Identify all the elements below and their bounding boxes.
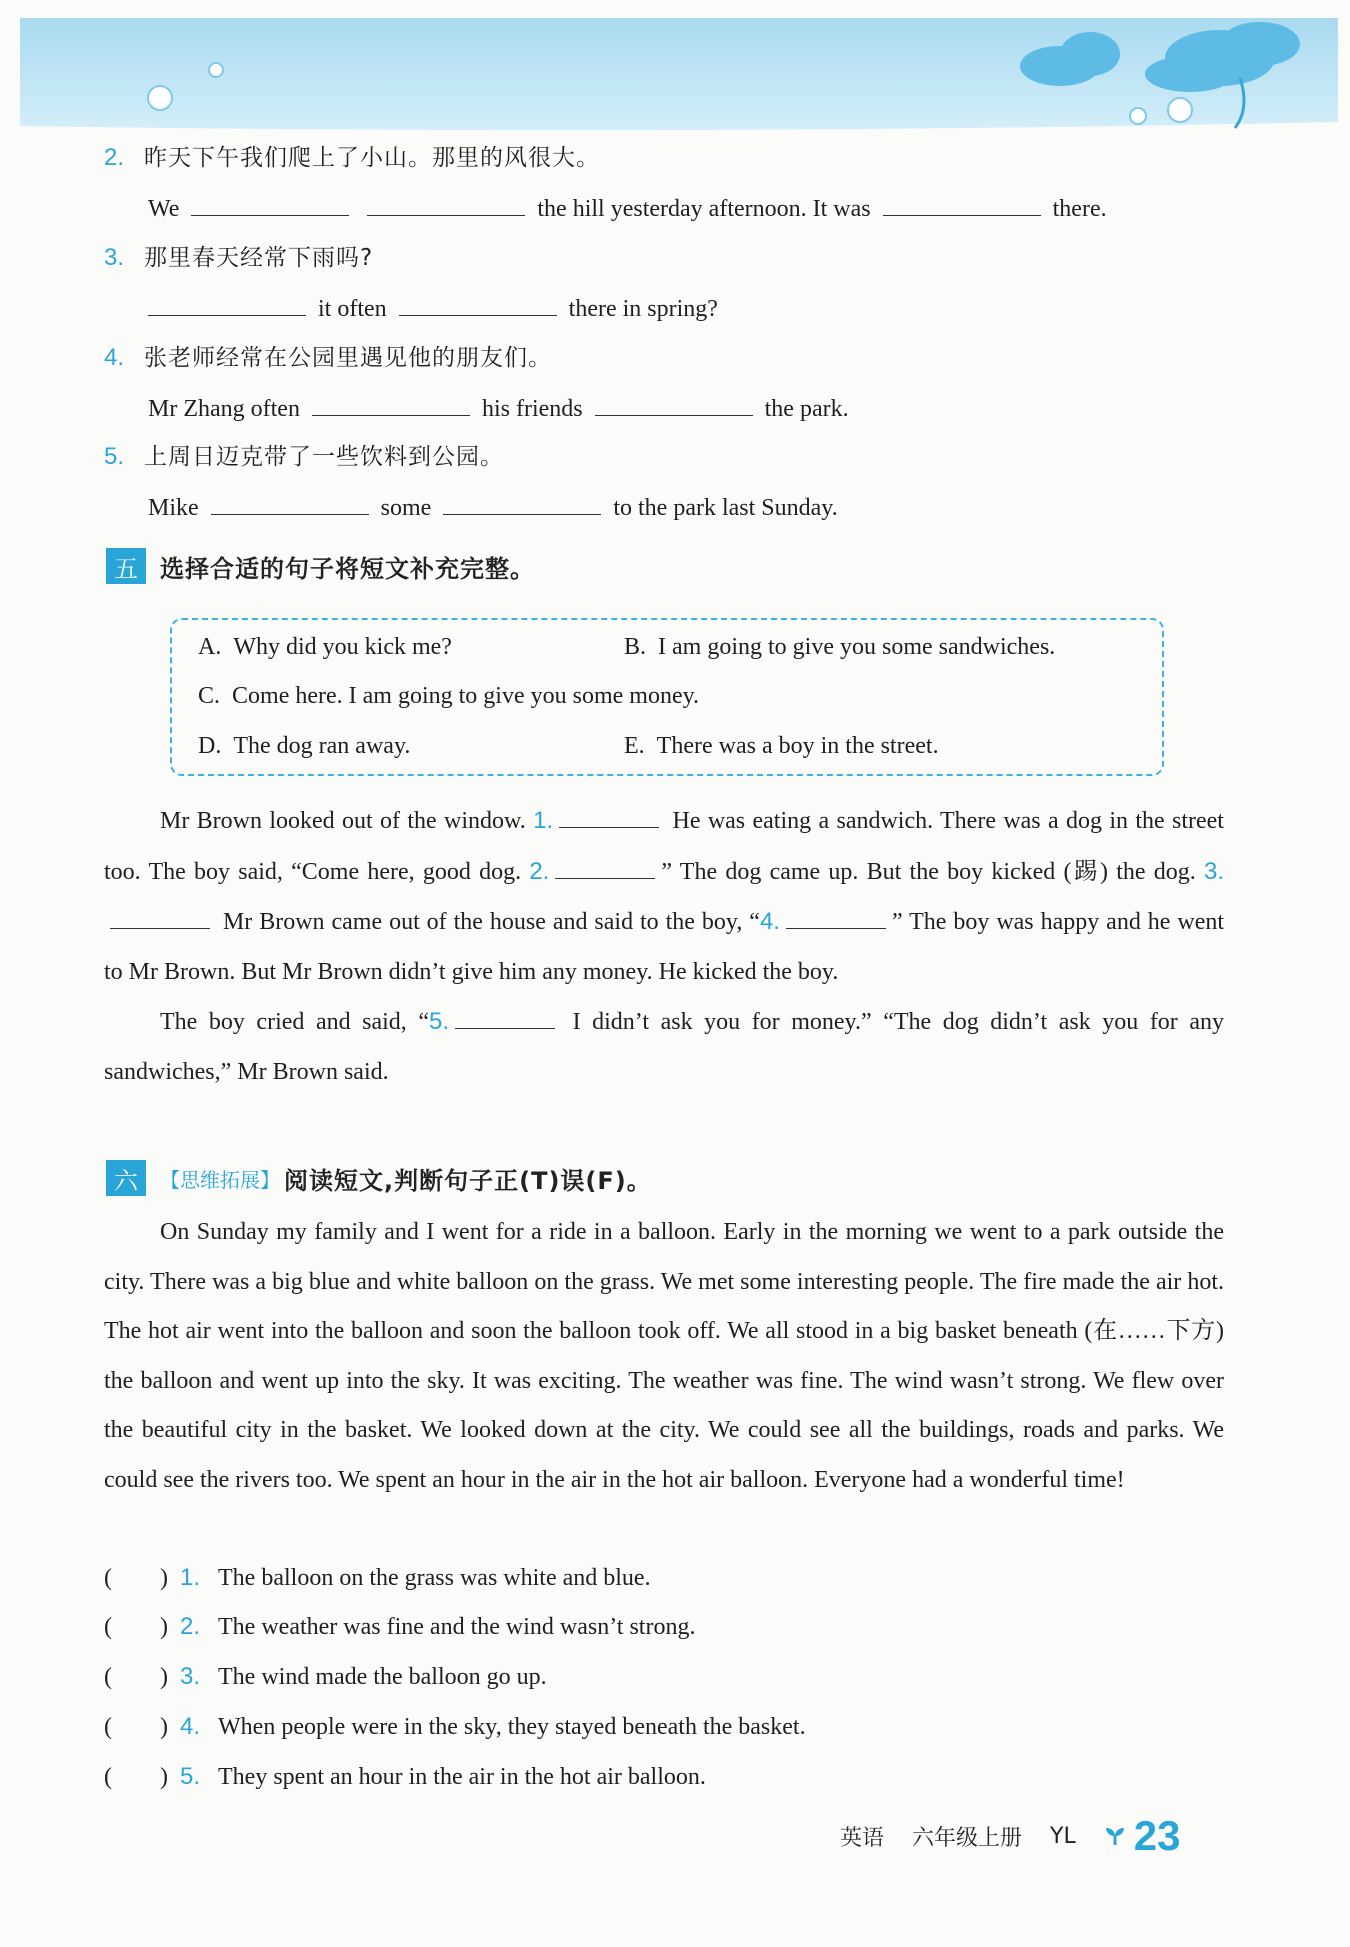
cloze-passage: [104, 796, 1224, 1097]
sprout-icon: [1104, 1826, 1126, 1846]
answer-paren[interactable]: ( ): [104, 1614, 168, 1640]
section-5-heading: [106, 548, 535, 584]
answer-blank[interactable]: [559, 805, 659, 828]
q5-chinese: 5. 上周日迈克带了一些饮料到公园。: [104, 443, 505, 470]
cloze-paragraph-2: The boy cried and said, “5. I didn’t ask you for money.” “The dog didn’t ask you for any sandwiches,” Mr Brown said.: [104, 1008, 1225, 1085]
section-title: 选择合适的句子将短文补充完整。: [160, 554, 535, 583]
answer-blank[interactable]: [312, 393, 470, 416]
section-number-badge: 五: [106, 548, 146, 584]
answer-paren[interactable]: ( ): [104, 1565, 168, 1591]
answer-blank[interactable]: [443, 492, 601, 515]
cloze-paragraph-1: Mr Brown looked out of the window. 1. He was eating a sandwich. There was a dog in the street too. The boy said, “Come here, good dog. 2. ” The dog came up. But the boy kicked (踢) the dog. 3. Mr Brown came out of the house and said to the boy, “4. ” The boy was happy and he went to Mr Brown. But Mr Brown didn’t give him any money. He kicked the boy.: [104, 807, 1225, 985]
grade-label: 六年级上册: [912, 1825, 1023, 1851]
q2-english: We the hill yesterday afternoon. It was there.: [148, 193, 1107, 224]
option-a: A. Why did you kick me?: [198, 634, 452, 660]
header-banner: [20, 18, 1338, 140]
section-6-heading: [106, 1160, 652, 1196]
answer-blank[interactable]: [595, 393, 753, 416]
edition-label: YL: [1050, 1823, 1076, 1849]
q2-chinese: 2. 昨天下午我们爬上了小山。那里的风很大。: [104, 144, 601, 171]
answer-blank[interactable]: [883, 193, 1041, 216]
option-c: C. Come here. I am going to give you some money.: [198, 683, 700, 709]
q5-english: Mike some to the park last Sunday.: [148, 492, 838, 523]
answer-blank[interactable]: [399, 293, 557, 316]
section-title: 阅读短文,判断句子正(T)误(F)。: [284, 1166, 652, 1195]
reading-passage: [104, 1208, 1224, 1505]
tf-question-5: ( ) 5. They spent an hour in the air in the hot air balloon.: [104, 1763, 706, 1790]
reading-paragraph: On Sunday my family and I went for a ride in a balloon. Early in the morning we went to a park outside the city. There was a big blue and white balloon on the grass. We met some interesting people. The fire made the air hot. The hot air went into the balloon and soon the balloon took off. We all stood in a big basket beneath (在……下方) the balloon and went up into the sky. It was exciting. The weather was fine. The wind wasn’t strong. We flew over the beautiful city in the basket. We looked down at the city. We could see all the buildings, roads and parks. We could see the rivers too. We spent an hour in the air in the hot air balloon. Everyone had a wonderful time!: [104, 1219, 1224, 1493]
tf-question-1: ( ) 1. The balloon on the grass was white and blue.: [104, 1564, 651, 1591]
answer-paren[interactable]: ( ): [104, 1714, 168, 1740]
option-d: D. The dog ran away.: [198, 733, 411, 759]
answer-paren[interactable]: ( ): [104, 1764, 168, 1790]
options-box: [170, 618, 1164, 776]
tf-question-2: ( ) 2. The weather was fine and the wind wasn’t strong.: [104, 1613, 696, 1640]
option-e: E. There was a boy in the street.: [624, 733, 939, 759]
answer-blank[interactable]: [555, 856, 655, 879]
answer-blank[interactable]: [367, 193, 525, 216]
answer-blank[interactable]: [786, 906, 886, 929]
q3-chinese: 3. 那里春天经常下雨吗?: [104, 244, 374, 271]
tf-question-3: ( ) 3. The wind made the balloon go up.: [104, 1663, 547, 1690]
section-tag: 【思维拓展】: [160, 1167, 280, 1192]
answer-blank[interactable]: [191, 193, 349, 216]
answer-paren[interactable]: ( ): [104, 1664, 168, 1690]
option-b: B. I am going to give you some sandwiches.: [624, 634, 1056, 660]
tf-question-4: ( ) 4. When people were in the sky, they stayed beneath the basket.: [104, 1713, 806, 1740]
page-footer: [840, 1812, 1180, 1860]
section-number-badge: 六: [106, 1160, 146, 1196]
answer-blank[interactable]: [455, 1006, 555, 1029]
answer-blank[interactable]: [211, 492, 369, 515]
q4-chinese: 4. 张老师经常在公园里遇见他的朋友们。: [104, 344, 553, 371]
answer-blank[interactable]: [148, 293, 306, 316]
page-number: 23: [1133, 1812, 1181, 1859]
subject-label: 英语: [840, 1825, 885, 1851]
answer-blank[interactable]: [110, 906, 210, 929]
q4-english: Mr Zhang often his friends the park.: [148, 393, 849, 424]
q3-english: it often there in spring?: [148, 293, 718, 324]
